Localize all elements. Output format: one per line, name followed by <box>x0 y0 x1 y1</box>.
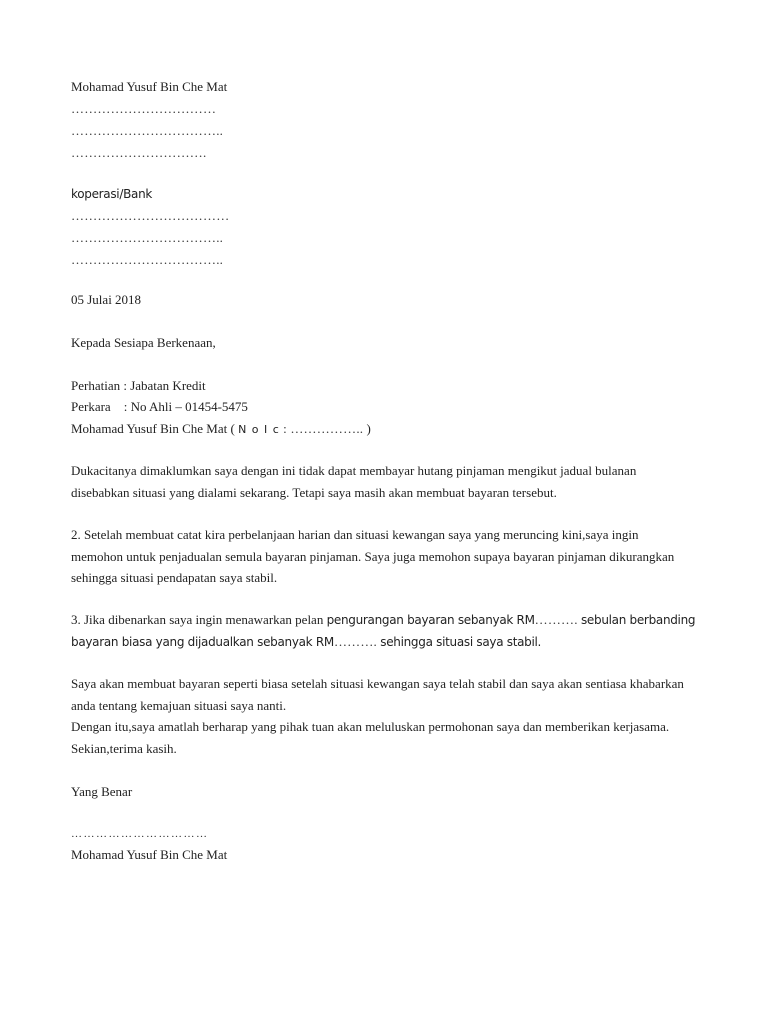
paragraph-4-line-2: anda tentang kemajuan situasi saya nanti. <box>71 698 287 713</box>
paragraph-3-compare: sebulan berbanding <box>580 613 696 627</box>
sender-address-line-1: …………………………… <box>71 101 217 116</box>
salutation: Kepada Sesiapa Berkenaan, <box>71 335 216 350</box>
recipient-address-line-1: ……………………………… <box>71 208 230 223</box>
matter-label: Perkara <box>71 399 111 414</box>
signature-line: …………………………… <box>71 828 209 840</box>
applicant-ic-line <box>71 421 371 438</box>
paragraph-3-schedule: bayaran biasa yang dijadualkan sebanyak RM <box>71 635 334 649</box>
ic-label: N o I c <box>238 423 280 436</box>
paragraph-1-line-1: Dukacitanya dimaklumkan saya dengan ini tidak dapat membayar hutang pinjaman mengikut jadual bulanan <box>71 463 637 478</box>
paragraph-3-line-1 <box>71 612 695 628</box>
paragraph-4-line-1: Saya akan membuat bayaran seperti biasa setelah situasi kewangan saya telah stabil dan saya akan sentiasa khabarkan <box>71 676 684 691</box>
matter-value: : No Ahli – 01454-5475 <box>123 399 248 414</box>
paragraph-3-offer: pengurangan bayaran sebanyak RM <box>326 613 535 627</box>
signer-name: Mohamad Yusuf Bin Che Mat <box>71 847 228 862</box>
sender-name: Mohamad Yusuf Bin Che Mat <box>71 79 228 94</box>
sender-address-line-2: …………………………….. <box>71 123 224 138</box>
paragraph-3-until: sehingga situasi saya stabil. <box>380 635 542 649</box>
recipient-address-line-3: …………………………….. <box>71 252 224 267</box>
sender-address-line-3: …………………………. <box>71 145 207 160</box>
offer-amount-blank: ………. <box>534 612 578 627</box>
paragraph-3-intro: 3. Jika dibenarkan saya ingin menawarkan pelan <box>71 612 324 627</box>
attention-line: Perhatian : Jabatan Kredit <box>71 378 206 393</box>
ic-close-paren: ) <box>366 421 371 436</box>
applicant-name: Mohamad Yusuf Bin Che Mat ( <box>71 421 235 436</box>
paragraph-4-line-3: Dengan itu,saya amatlah berharap yang pihak tuan akan meluluskan permohonan saya dan memberikan kerjasama. <box>71 719 670 734</box>
letter-date: 05 Julai 2018 <box>71 292 142 307</box>
matter-line <box>71 399 248 415</box>
paragraph-2-line-2: memohon untuk penjadualan semula bayaran pinjaman. Saya juga memohon supaya bayaran pinjaman dikurangkan <box>71 549 675 564</box>
recipient-name: koperasi/Bank <box>71 187 153 201</box>
paragraph-4-line-4: Sekian,terima kasih. <box>71 741 177 756</box>
paragraph-1-line-2: disebabkan situasi yang dialami sekarang. Tetapi saya masih akan membuat bayaran tersebut. <box>71 485 557 500</box>
paragraph-2-line-1: 2. Setelah membuat catat kira perbelanjaan harian dan situasi kewangan saya yang meruncing kini,saya ingin <box>71 527 639 542</box>
ic-value: : …………….. <box>283 421 364 436</box>
recipient-address-line-2: …………………………….. <box>71 230 224 245</box>
paragraph-2-line-3: sehingga situasi pendapatan saya stabil. <box>71 570 278 585</box>
schedule-amount-blank: ………. <box>333 634 377 649</box>
paragraph-3-line-2 <box>71 634 541 650</box>
sign-off: Yang Benar <box>71 784 133 799</box>
